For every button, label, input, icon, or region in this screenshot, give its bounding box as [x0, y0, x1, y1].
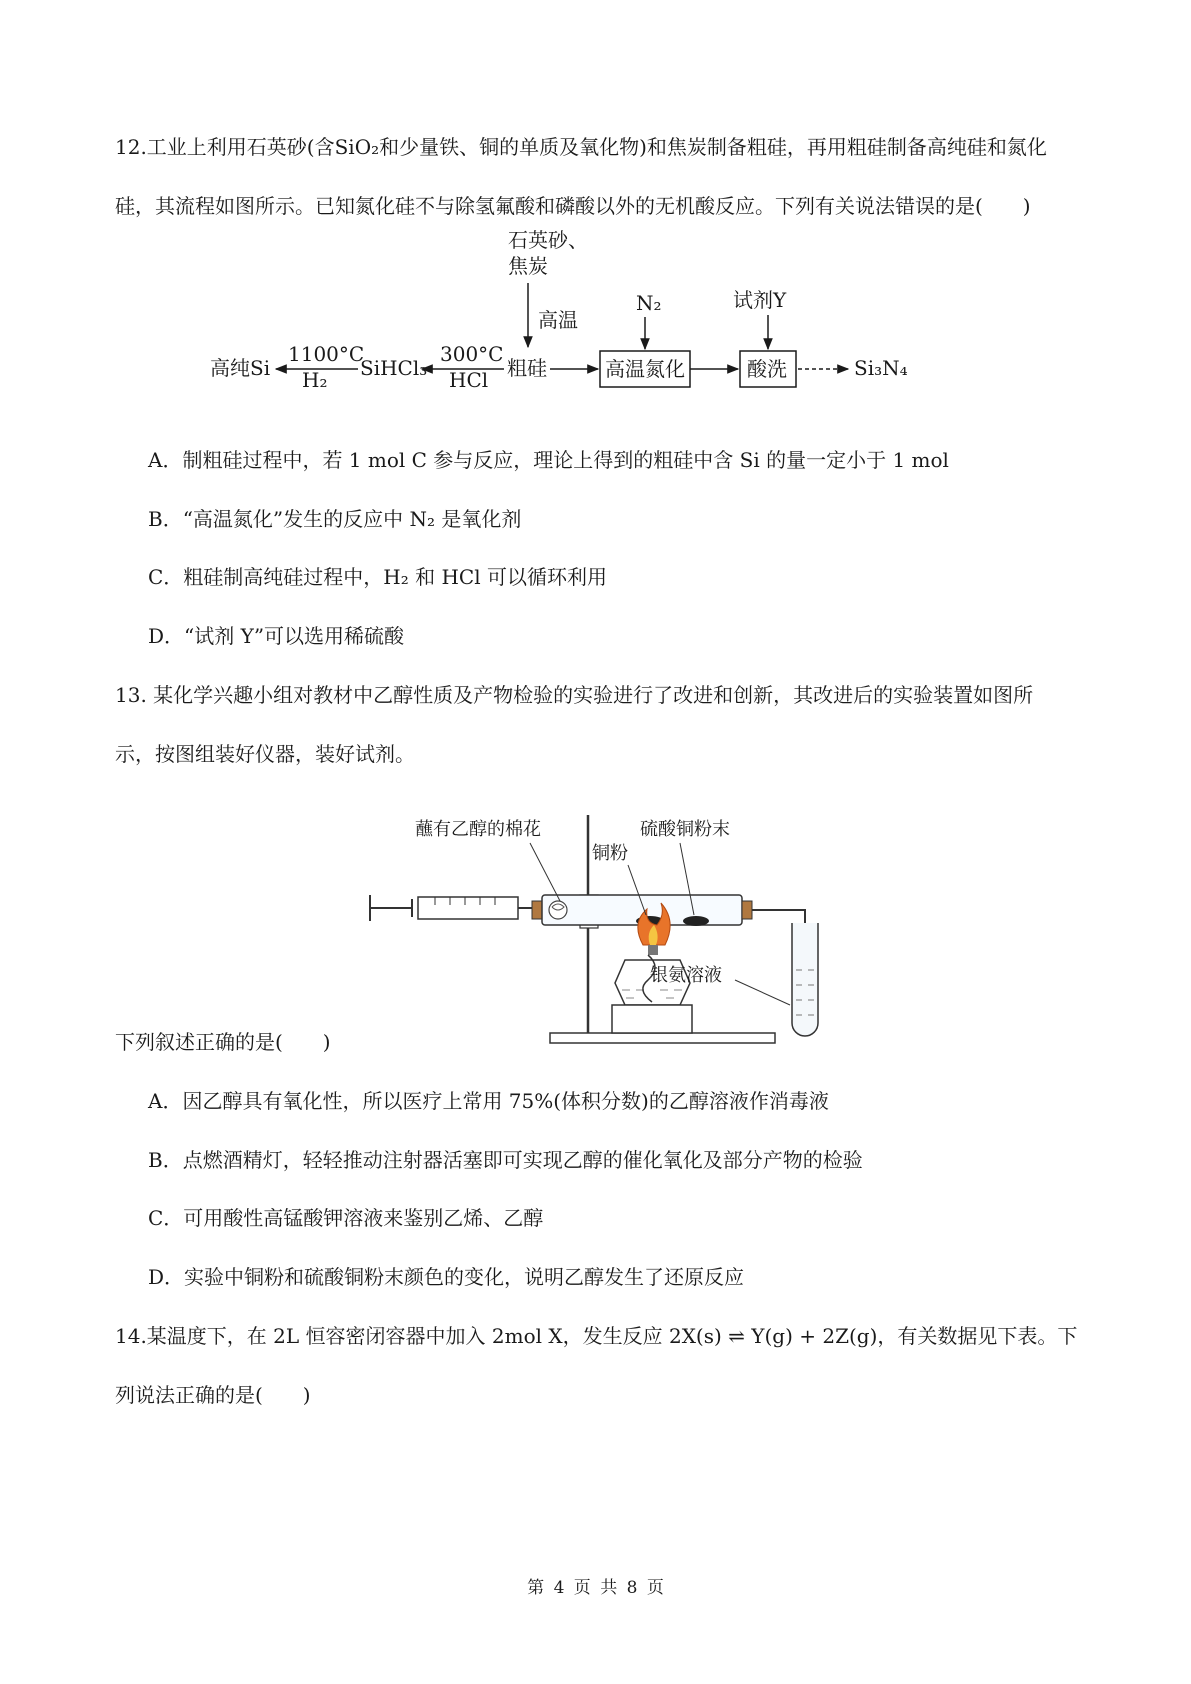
q13-apparatus-diagram — [360, 805, 840, 1050]
q13-option-d: D．实验中铜粉和硫酸铜粉末颜色的变化，说明乙醇发生了还原反应 — [148, 1265, 745, 1289]
label-copper-powder: 铜粉 — [592, 843, 628, 864]
stopper-right — [742, 901, 752, 919]
q14-stem-line-2: 列说法正确的是( ) — [115, 1383, 311, 1407]
label-silver-ammonia: 银氨溶液 — [650, 965, 722, 986]
test-tube — [792, 923, 818, 1036]
reagent-y-label: 试剂Y — [733, 288, 787, 312]
q12-option-b: B．“高温氮化”发生的反应中 N₂ 是氧化剂 — [148, 507, 522, 531]
q13-option-b: B．点燃酒精灯，轻轻推动注射器活塞即可实现乙醇的催化氧化及部分产物的检验 — [148, 1148, 863, 1172]
stopper-left — [532, 901, 542, 919]
crude-si-label: 粗硅 — [507, 356, 547, 380]
label-cotton: 蘸有乙醇的棉花 — [415, 819, 541, 840]
label-cuso4-powder: 硫酸铜粉末 — [640, 819, 730, 840]
nitridation-label: 高温氮化 — [605, 357, 685, 381]
cond-300-bottom: HCl — [449, 368, 489, 392]
sihcl3-label: SiHCl₃ — [360, 356, 428, 380]
cond-300-top: 300°C — [440, 342, 504, 366]
q12-option-c: C．粗硅制高纯硅过程中，H₂ 和 HCl 可以循环利用 — [148, 565, 607, 589]
cuso4-powder — [683, 916, 709, 926]
cond-1100-bottom: H₂ — [302, 368, 328, 392]
q14-stem-line-1: 14.某温度下，在 2L 恒容密闭容器中加入 2mol X，发生反应 2X(s) ⇌ Y(g) + 2Z(g)，有关数据见下表。下 — [115, 1324, 1078, 1348]
q12-flow-diagram — [200, 225, 1000, 405]
n2-label: N₂ — [636, 291, 662, 315]
page-footer: 第 4 页 共 8 页 — [527, 1578, 664, 1598]
q12-option-d: D．“试剂 Y”可以选用稀硫酸 — [148, 624, 405, 648]
q13-question: 下列叙述正确的是( ) — [115, 1030, 331, 1054]
syringe-barrel — [418, 897, 518, 919]
q13-option-c: C．可用酸性高锰酸钾溶液来鉴别乙烯、乙醇 — [148, 1206, 544, 1230]
q13-stem-line-2: 示，按图组装好仪器，装好试剂。 — [115, 742, 415, 766]
raw-material-label-2: 焦炭 — [508, 254, 548, 278]
raw-material-label-1: 石英砂、 — [508, 228, 588, 252]
q12-option-a: A．制粗硅过程中，若 1 mol C 参与反应，理论上得到的粗硅中含 Si 的量一定小于 1 mol — [148, 448, 949, 472]
lamp-wick-holder — [648, 945, 658, 955]
q13-stem-line-1: 13. 某化学兴趣小组对教材中乙醇性质及产物检验的实验进行了改进和创新，其改进后的实验装置如图所 — [115, 683, 1034, 707]
cond-1100-top: 1100°C — [288, 342, 365, 366]
si3n4-label: Si₃N₄ — [854, 356, 908, 380]
pure-si-label: 高纯Si — [210, 356, 271, 380]
q12-stem-line-2: 硅，其流程如图所示。已知氮化硅不与除氢氟酸和磷酸以外的无机酸反应。下列有关说法错误的是( ) — [115, 194, 1031, 218]
condition-high-temp: 高温 — [538, 308, 578, 332]
acid-wash-label: 酸洗 — [747, 357, 787, 381]
q13-option-a: A．因乙醇具有氧化性，所以医疗上常用 75%(体积分数)的乙醇溶液作消毒液 — [148, 1089, 829, 1113]
q12-stem-line-1: 12.工业上利用石英砂(含SiO₂和少量铁、铜的单质及氧化物)和焦炭制备粗硅，再用粗硅制备高纯硅和氮化 — [115, 135, 1047, 159]
